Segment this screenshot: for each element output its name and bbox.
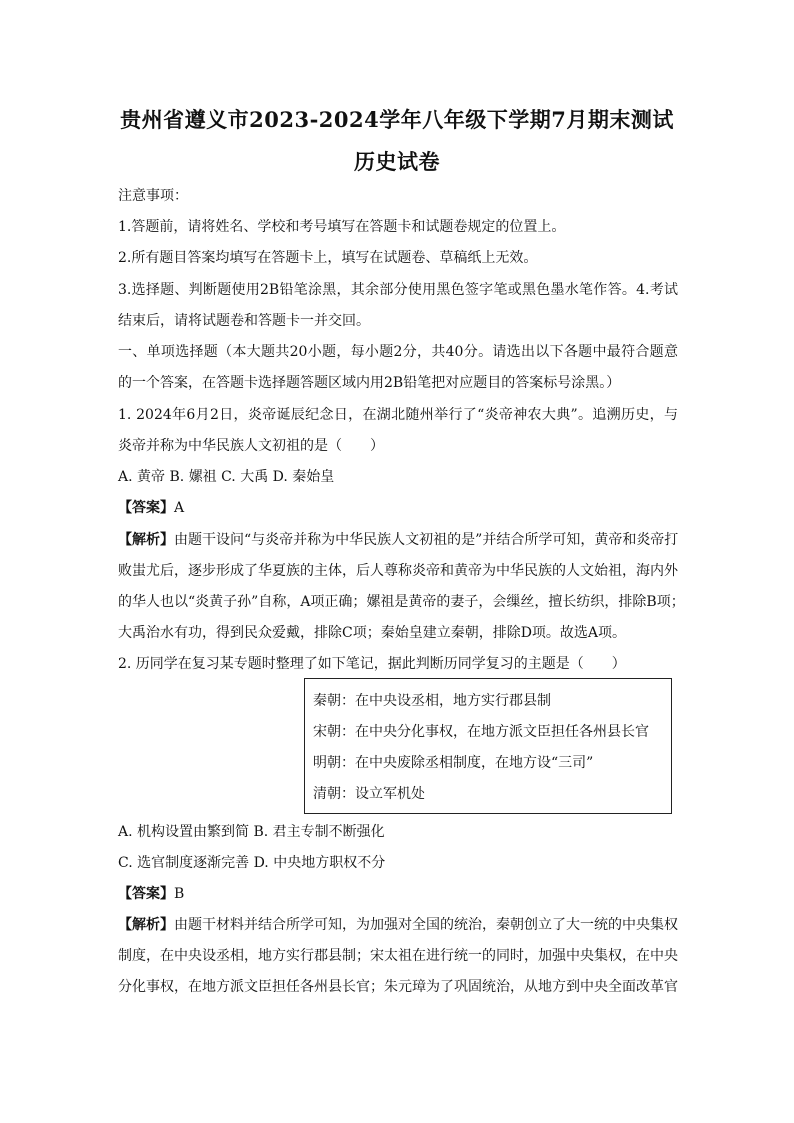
analysis-label: 【解析】 [118, 532, 174, 548]
question-2-answer [118, 884, 678, 904]
question-2-options: A. 机构设置由繁到简 B. 君主专制不断强化 [118, 824, 385, 840]
question-1-options: A. 黄帝 B. 嫘祖 C. 大禹 D. 秦始皇 [118, 469, 335, 485]
question-2-options: C. 选官制度逐渐完善 D. 中央地方职权不分 [118, 855, 386, 871]
question-1-stem: 炎帝并称为中华民族人文初祖的是（ ） [118, 438, 384, 454]
exam-subject-title: 历史试卷 [354, 149, 440, 174]
section-instruction: 一、单项选择题（本大题共20小题，每小题2分，共40分。请选出以下各题中最符合题意 [118, 344, 678, 360]
question-2-analysis [118, 915, 678, 935]
note-row: 明朝：在中央废除丞相制度，在地方设“三司” [313, 755, 594, 771]
question-1-stem: 1. 2024年6月2日，炎帝诞辰纪念日，在湖北随州举行了“炎帝神农大典”。追溯历史，与 [118, 407, 678, 423]
notice-item: 1.答题前，请将姓名、学校和考号填写在答题卡和试题卷规定的位置上。 [118, 219, 566, 235]
exam-title: 贵州省遵义市2023-2024学年八年级下学期7月期末测试 [120, 107, 674, 132]
notes-box [304, 678, 672, 814]
notice-item: 3.选择题、判断题使用2B铅笔涂黑，其余部分使用黑色签字笔或黑色墨水笔作答。4.考试 [118, 282, 678, 298]
notice-item: 2.所有题目答案均填写在答题卡上，填写在试题卷、草稿纸上无效。 [118, 250, 538, 266]
analysis-text: 由题干设问“与炎帝并称为中华民族人文初祖的是”并结合所学可知，黄帝和炎帝打 [174, 532, 679, 548]
answer-label: 【答案】 [118, 886, 174, 902]
notice-item: 结束后，请将试题卷和答题卡一并交回。 [118, 313, 370, 329]
question-1-analysis: 败蚩尤后，逐步形成了华夏族的主体，后人尊称炎帝和黄帝为中华民族的人文始祖，海内外 [118, 563, 678, 579]
question-1-analysis: 的华人也以“炎黄子孙”自称，A项正确；嫘祖是黄帝的妻子，会缫丝，擅长纺织，排除B项； [118, 594, 685, 610]
answer-value: A [174, 500, 185, 516]
question-1-analysis [118, 530, 678, 550]
question-2-stem: 2. 历同学在复习某专题时整理了如下笔记，据此判断历同学复习的主题是（ ） [118, 656, 626, 672]
question-2-analysis: 分化事权，在地方派文臣担任各州县长官；朱元璋为了巩固统治，从地方到中央全面改革官 [118, 979, 678, 995]
analysis-text: 由题干材料并结合所学可知，为加强对全国的统治，秦朝创立了大一统的中央集权 [174, 917, 678, 933]
note-row: 秦朝：在中央设丞相，地方实行郡县制 [313, 693, 551, 709]
answer-value: B [174, 886, 185, 902]
notice-heading: 注意事项： [118, 188, 188, 204]
question-2-analysis: 制度，在中央设丞相，地方实行郡县制；宋太祖在进行统一的同时，加强中央集权，在中央 [118, 948, 678, 964]
section-instruction: 的一个答案，在答题卡选择题答题区域内用2B铅笔把对应题目的答案标号涂黑。） [118, 375, 621, 391]
analysis-label: 【解析】 [118, 917, 174, 933]
answer-label: 【答案】 [118, 500, 174, 516]
note-row: 清朝：设立军机处 [313, 786, 425, 802]
question-1-answer [118, 498, 678, 518]
question-1-analysis: 大禹治水有功，得到民众爱戴，排除C项；秦始皇建立秦朝，排除D项。故选A项。 [118, 625, 627, 641]
note-row: 宋朝：在中央分化事权，在地方派文臣担任各州县长官 [313, 724, 649, 740]
